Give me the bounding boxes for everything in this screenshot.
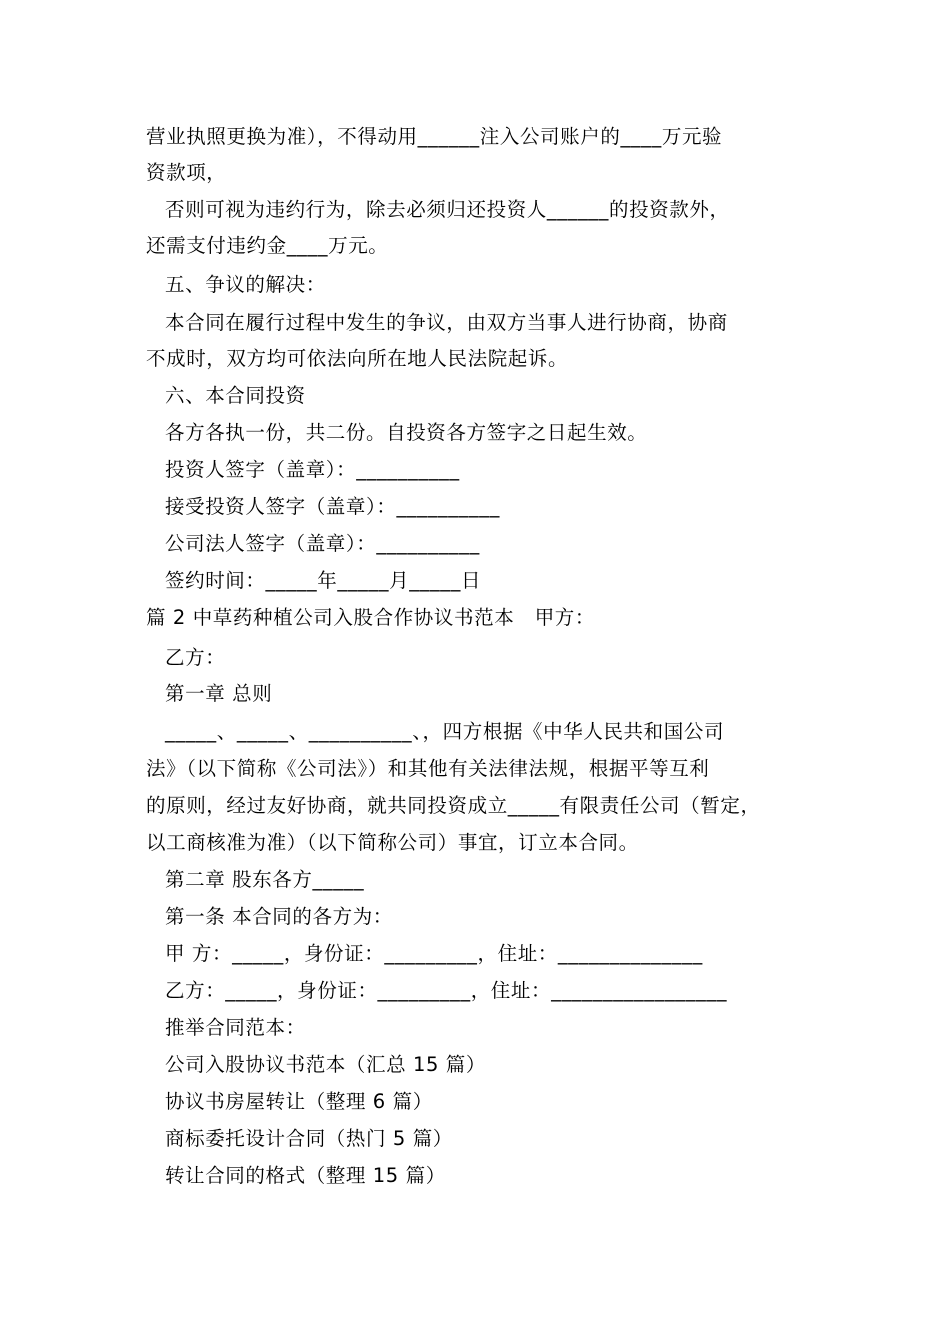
paragraph-line: 不成时，双方均可依法向所在地人民法院起诉。: [146, 347, 569, 370]
chapter-heading: 第二章 股东各方_____: [165, 868, 365, 891]
paragraph-line: 以工商核准为准）（以下简称公司）事宜，订立本合同。: [146, 831, 639, 854]
signature-line-recipient: 接受投资人签字（盖章）：__________: [165, 495, 500, 518]
recommendations-heading: 推举合同范本：: [165, 1016, 306, 1039]
chapter-heading: 第一章 总则: [165, 682, 273, 705]
document-title: 篇 2 中草药种植公司入股合作协议书范本 甲方：: [146, 606, 595, 629]
signature-line-investor: 投资人签字（盖章）：__________: [165, 458, 460, 481]
section-heading: 五、争议的解决：: [165, 273, 326, 296]
signature-line-legal-rep: 公司法人签字（盖章）：__________: [165, 532, 480, 555]
article-heading: 第一条 本合同的各方为：: [165, 905, 393, 928]
section-heading: 六、本合同投资: [165, 384, 306, 407]
party-info-line: 乙方：_____，身份证：_________，住址：_________________: [165, 979, 728, 1002]
recommendation-item: 转让合同的格式（整理 15 篇）: [165, 1164, 446, 1187]
paragraph-line: _____、_____、__________、，四方根据《中华人民共和国公司: [165, 720, 725, 743]
recommendation-item: 商标委托设计合同（热门 5 篇）: [165, 1127, 453, 1150]
recommendation-item: 协议书房屋转让（整理 6 篇）: [165, 1090, 433, 1113]
paragraph-line: 否则可视为违约行为，除去必须归还投资人______的投资款外，: [165, 198, 730, 221]
recommendation-item: 公司入股协议书范本（汇总 15 篇）: [165, 1053, 487, 1076]
paragraph-line: 还需支付违约金____万元。: [146, 234, 389, 257]
paragraph-line: 营业执照更换为准），不得动用______注入公司账户的____万元验: [146, 125, 723, 148]
paragraph-line: 本合同在履行过程中发生的争议，由双方当事人进行协商，协商: [165, 311, 728, 334]
paragraph-line: 资款项，: [146, 161, 227, 184]
party-line: 乙方：: [165, 646, 226, 669]
paragraph-line: 各方各执一份，共二份。自投资各方签字之日起生效。: [165, 421, 648, 444]
paragraph-line: 的原则，经过友好协商，就共同投资成立_____有限责任公司（暂定，: [146, 794, 761, 817]
party-info-line: 甲 方：_____，身份证：_________，住址：______________: [165, 942, 703, 965]
signing-date-line: 签约时间：_____年_____月_____日: [165, 569, 482, 592]
paragraph-line: 法》（以下简称《公司法》）和其他有关法律法规，根据平等互利: [146, 757, 710, 780]
